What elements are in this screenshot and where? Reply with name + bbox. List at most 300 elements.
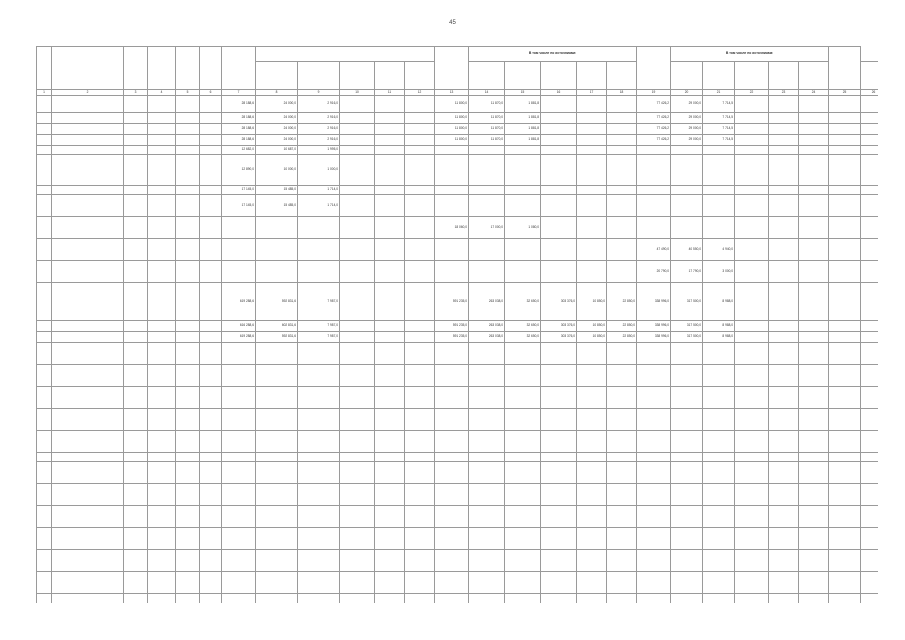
table-cell bbox=[200, 506, 222, 528]
table-cell bbox=[799, 572, 829, 594]
table-cell: 10 850,0 bbox=[577, 283, 607, 321]
table-cell bbox=[124, 594, 148, 604]
table-cell bbox=[200, 550, 222, 572]
table-cell bbox=[607, 484, 637, 506]
table-cell bbox=[148, 96, 176, 113]
table-cell: 11 800,0 bbox=[435, 96, 469, 113]
table-cell bbox=[340, 431, 375, 453]
table-cell: 32 650,0 bbox=[505, 283, 541, 321]
table-cell bbox=[148, 387, 176, 409]
table-cell bbox=[176, 572, 200, 594]
table-cell bbox=[541, 155, 577, 186]
table-cell bbox=[577, 550, 607, 572]
page-number: 45 bbox=[449, 20, 456, 26]
table-cell bbox=[735, 594, 769, 604]
table-cell: 77 426,2 bbox=[637, 135, 671, 146]
table-cell: 7 714,5 bbox=[703, 135, 735, 146]
table-cell bbox=[469, 462, 505, 484]
table-cell bbox=[469, 343, 505, 365]
table-cell bbox=[405, 186, 435, 195]
column-number: 13 bbox=[435, 90, 469, 96]
table-cell bbox=[176, 155, 200, 186]
table-cell bbox=[405, 283, 435, 321]
table-cell bbox=[148, 594, 176, 604]
table-cell bbox=[799, 453, 829, 462]
table-cell bbox=[769, 195, 799, 217]
table-cell bbox=[405, 528, 435, 550]
table-cell bbox=[124, 332, 148, 343]
table-cell bbox=[577, 261, 607, 283]
table-cell: 2 916,0 bbox=[298, 124, 340, 135]
table-cell bbox=[340, 96, 375, 113]
table-cell bbox=[829, 365, 861, 387]
table-cell bbox=[298, 239, 340, 261]
table-cell bbox=[37, 387, 52, 409]
table-cell bbox=[200, 321, 222, 332]
group-header-2026: В том числе по источникам: bbox=[469, 47, 637, 62]
table-row bbox=[37, 135, 879, 146]
column-number: 10 bbox=[340, 90, 375, 96]
table-cell bbox=[671, 155, 703, 186]
table-cell bbox=[861, 321, 878, 332]
table-cell: 15 485,0 bbox=[256, 195, 298, 217]
table-cell bbox=[541, 343, 577, 365]
table-cell bbox=[829, 343, 861, 365]
table-cell bbox=[124, 572, 148, 594]
table-cell bbox=[200, 572, 222, 594]
table-cell bbox=[298, 409, 340, 431]
table-cell bbox=[505, 146, 541, 155]
table-cell bbox=[829, 195, 861, 217]
table-row bbox=[37, 155, 879, 186]
table-cell bbox=[735, 146, 769, 155]
table-cell bbox=[375, 453, 405, 462]
table-cell bbox=[124, 484, 148, 506]
table-cell: 1 080,0 bbox=[505, 217, 541, 239]
table-cell bbox=[52, 343, 124, 365]
table-cell bbox=[735, 124, 769, 135]
table-cell bbox=[469, 528, 505, 550]
table-cell bbox=[124, 409, 148, 431]
table-cell bbox=[829, 572, 861, 594]
column-number: 15 bbox=[505, 90, 541, 96]
table-cell bbox=[124, 462, 148, 484]
table-cell bbox=[703, 387, 735, 409]
table-cell bbox=[769, 462, 799, 484]
table-cell bbox=[200, 155, 222, 186]
table-cell bbox=[735, 431, 769, 453]
table-cell bbox=[577, 409, 607, 431]
table-cell bbox=[577, 113, 607, 124]
table-cell bbox=[148, 113, 176, 124]
table-cell bbox=[200, 528, 222, 550]
table-cell bbox=[671, 343, 703, 365]
table-cell bbox=[829, 239, 861, 261]
table-cell: 1 714,0 bbox=[298, 186, 340, 195]
table-cell: 338 996,0 bbox=[637, 283, 671, 321]
table-cell bbox=[176, 321, 200, 332]
table-cell bbox=[505, 528, 541, 550]
table-cell bbox=[435, 528, 469, 550]
table-cell bbox=[607, 462, 637, 484]
table-cell bbox=[200, 365, 222, 387]
table-cell bbox=[435, 239, 469, 261]
table-cell bbox=[176, 96, 200, 113]
table-cell bbox=[703, 550, 735, 572]
table-cell: 29 000,0 bbox=[671, 96, 703, 113]
table-cell bbox=[541, 135, 577, 146]
table-cell bbox=[435, 550, 469, 572]
table-cell bbox=[671, 195, 703, 217]
col-header-2 bbox=[52, 47, 124, 90]
table-cell bbox=[671, 431, 703, 453]
table-cell bbox=[861, 186, 878, 195]
table-cell bbox=[769, 453, 799, 462]
table-cell bbox=[671, 528, 703, 550]
table-cell bbox=[799, 462, 829, 484]
budget-table-container bbox=[36, 46, 878, 603]
table-cell bbox=[505, 261, 541, 283]
table-cell: 15 485,0 bbox=[256, 186, 298, 195]
table-cell bbox=[637, 431, 671, 453]
table-cell: 7 987,0 bbox=[298, 283, 340, 321]
table-cell bbox=[148, 239, 176, 261]
table-cell bbox=[148, 462, 176, 484]
table-cell bbox=[148, 453, 176, 462]
table-cell bbox=[298, 217, 340, 239]
table-cell bbox=[222, 484, 256, 506]
table-cell bbox=[435, 343, 469, 365]
table-cell bbox=[375, 506, 405, 528]
table-cell bbox=[435, 594, 469, 604]
table-cell bbox=[200, 113, 222, 124]
table-cell bbox=[505, 195, 541, 217]
table-row bbox=[37, 239, 879, 261]
column-number: 25 bbox=[829, 90, 861, 96]
table-cell bbox=[799, 113, 829, 124]
table-cell bbox=[861, 387, 878, 409]
table-cell: 22 850,0 bbox=[607, 321, 637, 332]
table-cell bbox=[769, 594, 799, 604]
table-cell bbox=[405, 155, 435, 186]
table-cell bbox=[405, 321, 435, 332]
table-cell bbox=[799, 124, 829, 135]
table-cell bbox=[829, 431, 861, 453]
table-cell bbox=[375, 332, 405, 343]
table-cell bbox=[861, 462, 878, 484]
table-cell bbox=[298, 343, 340, 365]
table-cell bbox=[52, 261, 124, 283]
table-cell bbox=[298, 572, 340, 594]
table-cell bbox=[637, 146, 671, 155]
table-cell bbox=[703, 431, 735, 453]
table-cell bbox=[200, 124, 222, 135]
table-cell bbox=[469, 409, 505, 431]
table-cell: 11 870,0 bbox=[469, 124, 505, 135]
table-cell bbox=[148, 506, 176, 528]
col-header-17 bbox=[577, 62, 607, 90]
table-cell bbox=[200, 343, 222, 365]
table-cell bbox=[256, 261, 298, 283]
table-cell bbox=[799, 186, 829, 195]
table-cell bbox=[375, 186, 405, 195]
table-cell bbox=[124, 195, 148, 217]
table-cell bbox=[200, 135, 222, 146]
table-cell bbox=[769, 239, 799, 261]
table-cell: 4 940,0 bbox=[703, 239, 735, 261]
table-row bbox=[37, 387, 879, 409]
table-cell bbox=[37, 431, 52, 453]
col-header-20 bbox=[671, 62, 703, 90]
table-cell bbox=[637, 453, 671, 462]
table-cell bbox=[769, 387, 799, 409]
table-cell bbox=[861, 283, 878, 321]
table-cell bbox=[799, 135, 829, 146]
table-cell bbox=[124, 146, 148, 155]
table-cell bbox=[340, 261, 375, 283]
table-cell bbox=[37, 332, 52, 343]
table-cell bbox=[124, 321, 148, 332]
col-header-7 bbox=[222, 47, 256, 90]
table-cell bbox=[405, 484, 435, 506]
column-number: 24 bbox=[799, 90, 829, 96]
table-cell bbox=[735, 135, 769, 146]
table-cell: 28 188,6 bbox=[222, 124, 256, 135]
table-cell bbox=[637, 462, 671, 484]
table-cell: 1 714,0 bbox=[298, 195, 340, 217]
table-cell: 303 376,0 bbox=[541, 321, 577, 332]
table-cell bbox=[607, 135, 637, 146]
table-cell bbox=[148, 484, 176, 506]
table-cell: 8 988,0 bbox=[703, 332, 735, 343]
table-cell bbox=[375, 96, 405, 113]
table-cell bbox=[37, 365, 52, 387]
table-cell bbox=[505, 343, 541, 365]
table-cell bbox=[340, 283, 375, 321]
table-cell bbox=[799, 283, 829, 321]
table-cell bbox=[829, 186, 861, 195]
table-cell bbox=[176, 186, 200, 195]
table-cell bbox=[124, 453, 148, 462]
table-cell bbox=[735, 462, 769, 484]
table-cell bbox=[37, 550, 52, 572]
table-cell bbox=[577, 96, 607, 113]
table-cell bbox=[340, 506, 375, 528]
table-cell: 592 831,6 bbox=[256, 332, 298, 343]
table-cell bbox=[735, 409, 769, 431]
table-cell bbox=[541, 594, 577, 604]
table-cell: 47 490,0 bbox=[637, 239, 671, 261]
table-cell bbox=[37, 96, 52, 113]
table-cell bbox=[799, 343, 829, 365]
table-cell bbox=[577, 155, 607, 186]
table-cell bbox=[577, 387, 607, 409]
table-cell bbox=[176, 409, 200, 431]
table-cell: 7 987,0 bbox=[298, 321, 340, 332]
table-cell bbox=[222, 387, 256, 409]
table-cell: 29 000,0 bbox=[671, 135, 703, 146]
table-row bbox=[37, 96, 879, 113]
table-cell bbox=[148, 572, 176, 594]
table-cell bbox=[671, 387, 703, 409]
table-cell bbox=[375, 146, 405, 155]
table-cell bbox=[541, 409, 577, 431]
table-cell bbox=[37, 239, 52, 261]
table-cell bbox=[577, 135, 607, 146]
table-cell bbox=[37, 506, 52, 528]
budget-table bbox=[36, 46, 878, 603]
table-cell: 32 650,0 bbox=[505, 321, 541, 332]
table-cell bbox=[861, 217, 878, 239]
table-cell bbox=[176, 239, 200, 261]
table-cell: 303 376,0 bbox=[541, 332, 577, 343]
table-cell bbox=[769, 135, 799, 146]
table-cell bbox=[671, 146, 703, 155]
table-cell bbox=[52, 283, 124, 321]
table-cell bbox=[37, 186, 52, 195]
table-cell bbox=[222, 343, 256, 365]
table-cell: 10 850,0 bbox=[577, 332, 607, 343]
table-cell bbox=[375, 528, 405, 550]
table-cell bbox=[256, 365, 298, 387]
table-cell bbox=[37, 155, 52, 186]
table-cell bbox=[861, 365, 878, 387]
table-cell: 10 850,0 bbox=[577, 321, 607, 332]
table-cell bbox=[148, 321, 176, 332]
table-cell bbox=[703, 195, 735, 217]
table-cell bbox=[405, 332, 435, 343]
table-cell bbox=[375, 572, 405, 594]
table-row bbox=[37, 453, 879, 462]
table-cell bbox=[829, 506, 861, 528]
table-cell bbox=[735, 261, 769, 283]
table-cell bbox=[799, 387, 829, 409]
table-cell bbox=[769, 146, 799, 155]
table-cell bbox=[52, 113, 124, 124]
table-cell bbox=[176, 135, 200, 146]
table-cell bbox=[176, 261, 200, 283]
table-cell bbox=[256, 594, 298, 604]
table-cell bbox=[37, 594, 52, 604]
table-cell bbox=[671, 484, 703, 506]
table-cell bbox=[637, 409, 671, 431]
column-number: 3 bbox=[124, 90, 148, 96]
table-cell: 1 000,0 bbox=[298, 155, 340, 186]
column-number: 2 bbox=[52, 90, 124, 96]
table-row bbox=[37, 217, 879, 239]
table-cell bbox=[769, 332, 799, 343]
table-cell bbox=[148, 186, 176, 195]
table-cell bbox=[37, 462, 52, 484]
table-cell bbox=[124, 135, 148, 146]
table-row bbox=[37, 550, 879, 572]
table-cell bbox=[799, 332, 829, 343]
table-cell bbox=[799, 155, 829, 186]
table-cell bbox=[829, 462, 861, 484]
table-cell bbox=[735, 113, 769, 124]
table-cell bbox=[541, 239, 577, 261]
table-cell bbox=[769, 484, 799, 506]
table-cell bbox=[703, 365, 735, 387]
table-cell bbox=[469, 186, 505, 195]
table-cell bbox=[200, 186, 222, 195]
table-cell bbox=[256, 431, 298, 453]
table-cell bbox=[799, 321, 829, 332]
table-cell bbox=[861, 239, 878, 261]
table-cell bbox=[799, 431, 829, 453]
table-cell bbox=[541, 217, 577, 239]
table-cell bbox=[37, 343, 52, 365]
table-cell: 28 188,6 bbox=[222, 96, 256, 113]
table-cell bbox=[469, 484, 505, 506]
table-cell bbox=[435, 146, 469, 155]
table-cell: 20 790,0 bbox=[637, 261, 671, 283]
table-cell bbox=[829, 283, 861, 321]
table-cell bbox=[505, 155, 541, 186]
table-cell bbox=[799, 239, 829, 261]
table-cell bbox=[52, 453, 124, 462]
column-number: 4 bbox=[148, 90, 176, 96]
table-cell bbox=[298, 462, 340, 484]
table-cell bbox=[375, 283, 405, 321]
table-cell: 263 038,0 bbox=[469, 321, 505, 332]
table-cell bbox=[124, 506, 148, 528]
table-cell bbox=[637, 484, 671, 506]
table-cell bbox=[148, 409, 176, 431]
table-cell bbox=[861, 332, 878, 343]
table-cell bbox=[703, 484, 735, 506]
table-cell bbox=[607, 594, 637, 604]
table-cell bbox=[435, 155, 469, 186]
column-number: 20 bbox=[671, 90, 703, 96]
table-cell bbox=[735, 239, 769, 261]
table-cell bbox=[148, 528, 176, 550]
table-cell bbox=[375, 594, 405, 604]
table-cell bbox=[256, 462, 298, 484]
table-cell bbox=[124, 343, 148, 365]
table-cell: 17 000,0 bbox=[469, 217, 505, 239]
table-cell bbox=[124, 387, 148, 409]
table-cell bbox=[735, 332, 769, 343]
table-cell bbox=[435, 484, 469, 506]
table-cell bbox=[405, 96, 435, 113]
table-cell bbox=[375, 195, 405, 217]
table-cell bbox=[607, 195, 637, 217]
table-cell: 11 870,0 bbox=[469, 113, 505, 124]
column-number: 21 bbox=[703, 90, 735, 96]
table-cell bbox=[52, 484, 124, 506]
table-cell: 77 426,2 bbox=[637, 96, 671, 113]
table-cell bbox=[256, 343, 298, 365]
col-header-24 bbox=[799, 62, 829, 90]
table-cell bbox=[222, 409, 256, 431]
table-cell bbox=[222, 528, 256, 550]
table-cell bbox=[637, 186, 671, 195]
col-header-13 bbox=[435, 47, 469, 90]
table-cell bbox=[222, 365, 256, 387]
table-cell bbox=[435, 261, 469, 283]
table-cell bbox=[799, 146, 829, 155]
table-cell bbox=[637, 155, 671, 186]
table-cell bbox=[124, 431, 148, 453]
table-cell bbox=[124, 186, 148, 195]
table-cell bbox=[340, 186, 375, 195]
table-cell bbox=[637, 594, 671, 604]
table-cell bbox=[148, 195, 176, 217]
table-cell: 12 890,0 bbox=[222, 155, 256, 186]
group-header-2027: В том числе по источникам: bbox=[671, 47, 829, 62]
table-cell bbox=[861, 594, 878, 604]
